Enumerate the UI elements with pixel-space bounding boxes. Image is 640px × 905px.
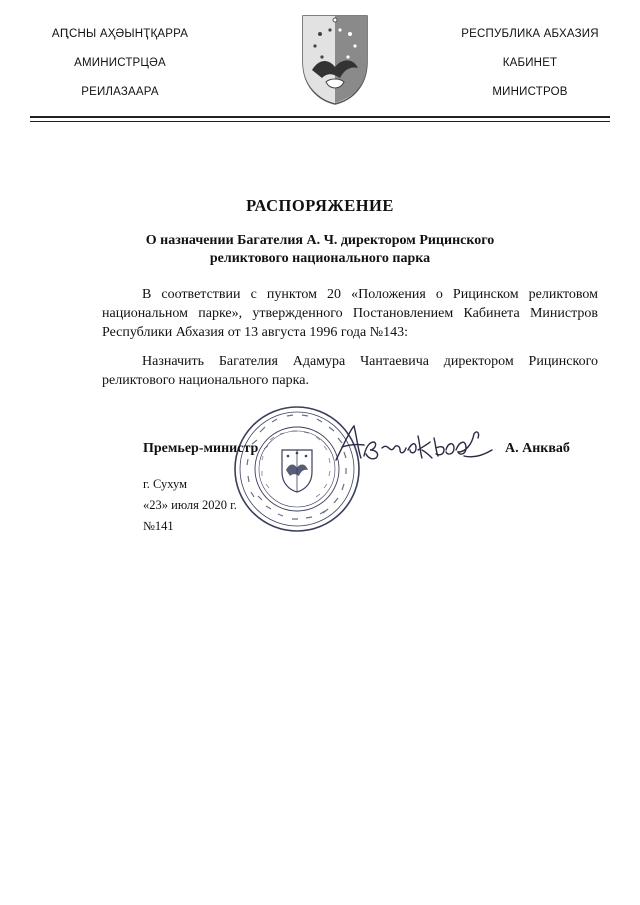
header-left-line2: АМИНИСТРЦӘА (74, 57, 166, 69)
paragraph-1 (102, 285, 598, 342)
header-left-line3: РЕИЛАЗААРА (81, 86, 159, 98)
subject-line-1: О назначении Багателия А. Ч. директором Рицинского (145, 233, 495, 248)
document-date: «23» июля 2020 г. (143, 498, 237, 512)
header-right-russian (440, 20, 620, 107)
header-left-abkhaz (30, 20, 210, 107)
paragraph-1-text: В соответствии с пунктом 20 «Положения о Рицинском реликтовом национальном парке», утвержденного Постановлением Кабинета Министров Республики Абхазия от 13 августа 1996 года №143: (102, 287, 598, 340)
header-rule-thick (30, 116, 610, 118)
paragraph-2-text: Назначить Багателия Адамура Чантаевича директором Рицинского реликтового национального парка. (102, 354, 598, 388)
header-right-line2: КАБИНЕТ (502, 57, 558, 69)
subject-line-2: реликтового национального парка (209, 251, 431, 266)
header-left-line1: АԤСНЫ АҲӘЫНҬҚАРРА (51, 28, 189, 40)
signatory-name: А. Анкваб (505, 441, 570, 456)
header-right-line1: РЕСПУБЛИКА АБХАЗИЯ (461, 28, 599, 40)
document-place: г. Сухум (143, 477, 188, 491)
handwritten-signature-icon (330, 420, 495, 465)
document-subject (60, 232, 580, 268)
document-number: №141 (143, 519, 174, 533)
header-rule-thin (30, 121, 610, 122)
emblem-icon (300, 12, 370, 107)
paragraph-2 (102, 352, 598, 390)
signatory-position: Премьер-министр (143, 441, 259, 456)
header-right-line3: МИНИСТРОВ (492, 86, 568, 98)
document-title: РАСПОРЯЖЕНИЕ (246, 196, 394, 215)
